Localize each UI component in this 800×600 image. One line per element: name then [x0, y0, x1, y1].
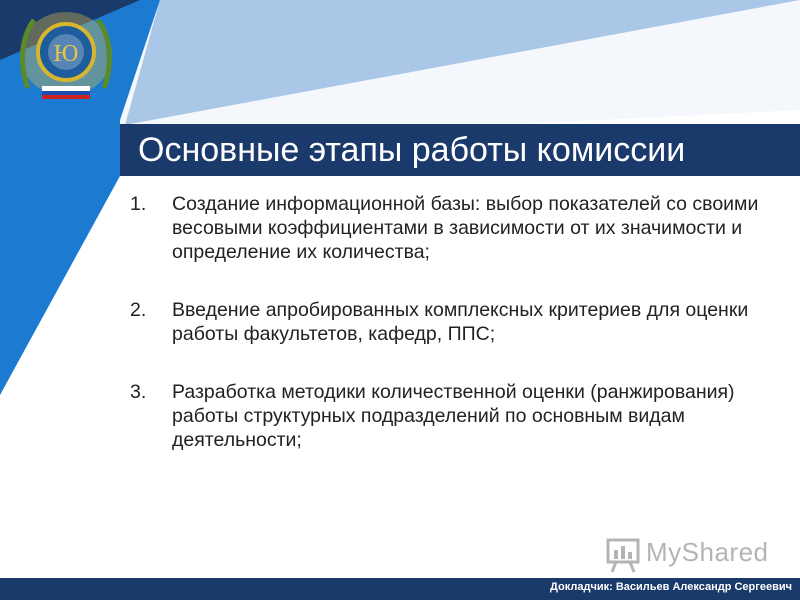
svg-text:Ю: Ю	[53, 41, 79, 67]
list-item	[130, 298, 770, 346]
list-item-text: Разработка методики количественной оценки (ранжирования) работы структурных подразделений по основным видам деятельности;	[172, 381, 735, 451]
list-item-number: 2.	[130, 299, 147, 321]
watermark-text: MyShared	[646, 537, 769, 567]
list-item-text: Введение апробированных комплексных критериев для оценки работы факультетов, кафедр, ППС;	[172, 299, 749, 345]
list-item-number: 3.	[130, 381, 147, 403]
stages-list	[130, 192, 770, 486]
list-item	[130, 380, 770, 452]
list-item	[130, 192, 770, 264]
slide-title: Основные этапы работы комиссии	[138, 131, 686, 169]
list-item-number: 1.	[130, 193, 147, 215]
university-emblem-icon	[14, 8, 118, 100]
footer-presenter: Докладчик: Васильев Александр Сергеевич	[550, 581, 792, 593]
list-item-text: Создание информационной базы: выбор показателей со своими весовыми коэффициентами в зависимости от их значимости и определение их количества;	[172, 193, 759, 263]
footer-bar	[0, 578, 800, 600]
